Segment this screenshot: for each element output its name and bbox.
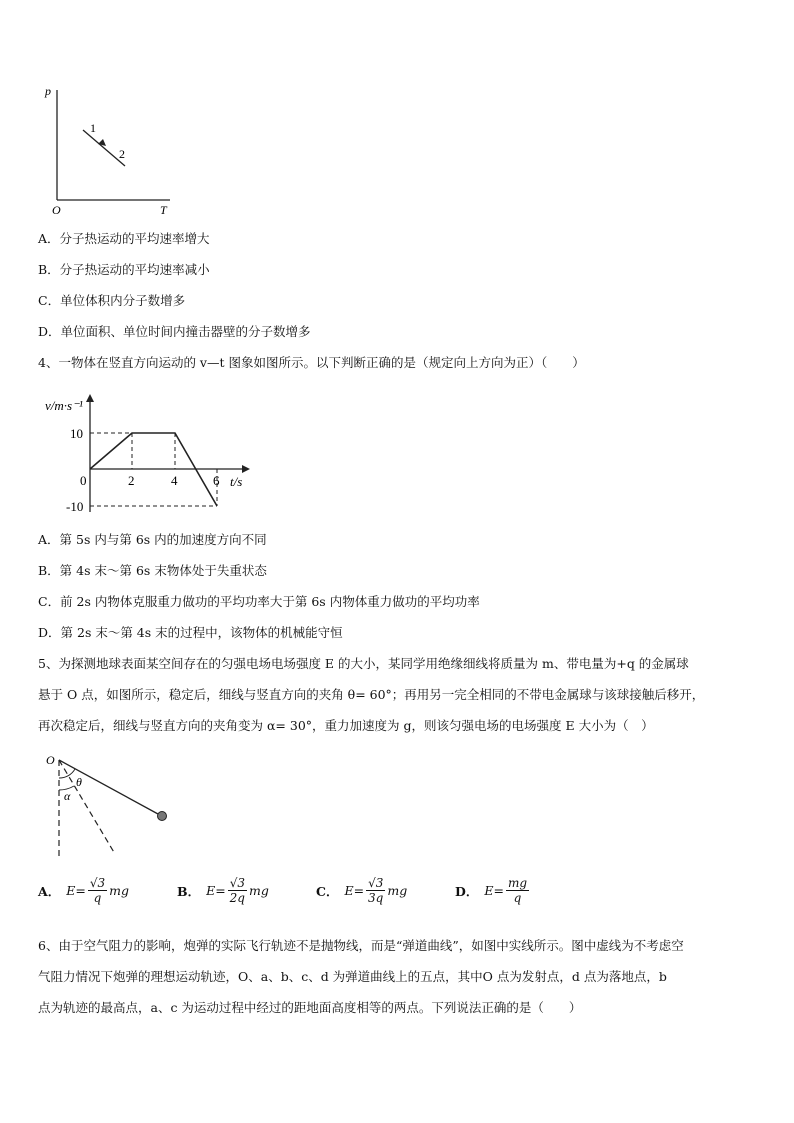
theta-label: θ: [76, 775, 82, 789]
q5-option-a-denominator: q: [93, 891, 102, 905]
vt-tick-6: 6: [213, 473, 220, 488]
q4-stem: 4、一物体在竖直方向运动的 v—t 图象如图所示。以下判断正确的是（规定向上方向为正）（ ）: [38, 355, 585, 370]
q3-option-b: B．分子热运动的平均速率减小: [38, 262, 210, 277]
vt-graph: [40, 390, 260, 520]
vt-tick-neg10: -10: [66, 499, 84, 514]
q5-option-a-tail: mg: [109, 883, 129, 898]
q5-option-a-lhs: E=: [66, 883, 86, 898]
q5-option-b-denominator: 2q: [229, 891, 245, 905]
vt-x-label: t/s: [230, 474, 243, 489]
q5-stem-line-3: 再次稳定后，细线与竖直方向的夹角变为 α= 30°，重力加速度为 g，则该匀强电场的电场强度 E 大小为（ ）: [38, 718, 654, 733]
q5-option-b: [177, 876, 269, 905]
q5-option-c-label: C．: [316, 883, 339, 899]
q5-option-b-label: B．: [177, 883, 201, 899]
q5-option-a: [38, 876, 129, 905]
pt-origin-label: O: [52, 203, 61, 217]
alpha-label: α: [64, 789, 71, 803]
q4-option-a: A．第 5s 内与第 6s 内的加速度方向不同: [38, 532, 267, 547]
q6-line-3: 点为轨迹的最高点，a、c 为运动过程中经过的距地面高度相等的两点。下列说法正确的是（ ）: [38, 1000, 582, 1015]
q5-option-a-fraction: [88, 876, 107, 905]
pt-point-2: 2: [119, 147, 125, 161]
pt-point-1: 1: [90, 121, 96, 135]
string-theta: [59, 760, 158, 814]
q5-option-a-label: A．: [38, 883, 61, 899]
vt-tick-4: 4: [171, 473, 178, 488]
q5-stem-line-2: 悬于 O 点，如图所示，稳定后，细线与竖直方向的夹角 θ= 60°；再用另一完全相同的不带电金属球与该球接触后移开，: [38, 687, 705, 702]
q5-option-c-denominator: 3q: [368, 891, 384, 905]
q4-option-b: B．第 4s 末～第 6s 末物体处于失重状态: [38, 563, 267, 578]
q5-option-c: [316, 876, 407, 905]
pendulum-figure: [40, 750, 180, 862]
string-alpha-dashed: [59, 760, 115, 854]
pt-arrow: [98, 139, 106, 146]
q5-option-b-fraction: [228, 876, 247, 905]
q6-line-1: 6、由于空气阻力的影响，炮弹的实际飞行轨迹不是抛物线，而是“弹道曲线”，如图中实线所示。图中虚线为不考虑空: [38, 938, 684, 953]
pt-x-label: T: [160, 203, 167, 217]
q5-option-c-lhs: E=: [344, 883, 365, 898]
vt-tick-0: 0: [80, 473, 87, 488]
q4-option-c: C．前 2s 内物体克服重力做功的平均功率大于第 6s 内物体重力做功的平均功率: [38, 594, 480, 609]
q5-option-d: [455, 876, 531, 905]
q5-option-d-lhs: E=: [484, 883, 504, 898]
pt-y-label: p: [45, 84, 51, 98]
q5-option-d-denominator: q: [513, 891, 522, 905]
q5-option-b-lhs: E=: [206, 883, 226, 898]
vt-tick-2: 2: [128, 473, 135, 488]
q5-option-a-numerator: √3: [89, 876, 106, 890]
q5-option-d-numerator: mg: [507, 876, 528, 890]
metal-ball: [158, 812, 167, 821]
q5-option-c-fraction: [366, 876, 385, 905]
q5-stem-line-1: 5、为探测地球表面某空间存在的匀强电场电场强度 E 的大小，某同学用绝缘细线将质量为 m、带电量为+q 的金属球: [38, 656, 689, 671]
q6-line-2: 气阻力情况下炮弹的理想运动轨迹，O、a、b、c、d 为弹道曲线上的五点，其中O 点为发射点，d 点为落地点，b: [38, 969, 667, 984]
q3-option-a: A．分子热运动的平均速率增大: [38, 231, 210, 246]
q4-option-d: D．第 2s 末～第 4s 末的过程中，该物体的机械能守恒: [38, 625, 343, 640]
q5-option-d-fraction: [506, 876, 529, 905]
pt-graph: [40, 82, 180, 217]
vt-tick-10: 10: [70, 426, 83, 441]
vt-y-arrow: [86, 394, 94, 402]
point-o-label: O: [46, 753, 55, 767]
q3-option-d: D．单位面积、单位时间内撞击器壁的分子数增多: [38, 324, 311, 339]
q5-option-c-numerator: √3: [368, 876, 384, 890]
q5-option-b-numerator: √3: [229, 876, 245, 890]
q5-option-d-label: D．: [455, 883, 479, 899]
vt-x-arrow: [242, 465, 250, 473]
q5-option-b-tail: mg: [248, 883, 269, 898]
q3-option-c: C．单位体积内分子数增多: [38, 293, 186, 308]
vt-y-label: v/m·s⁻¹: [45, 398, 83, 413]
q5-option-c-tail: mg: [387, 883, 408, 898]
